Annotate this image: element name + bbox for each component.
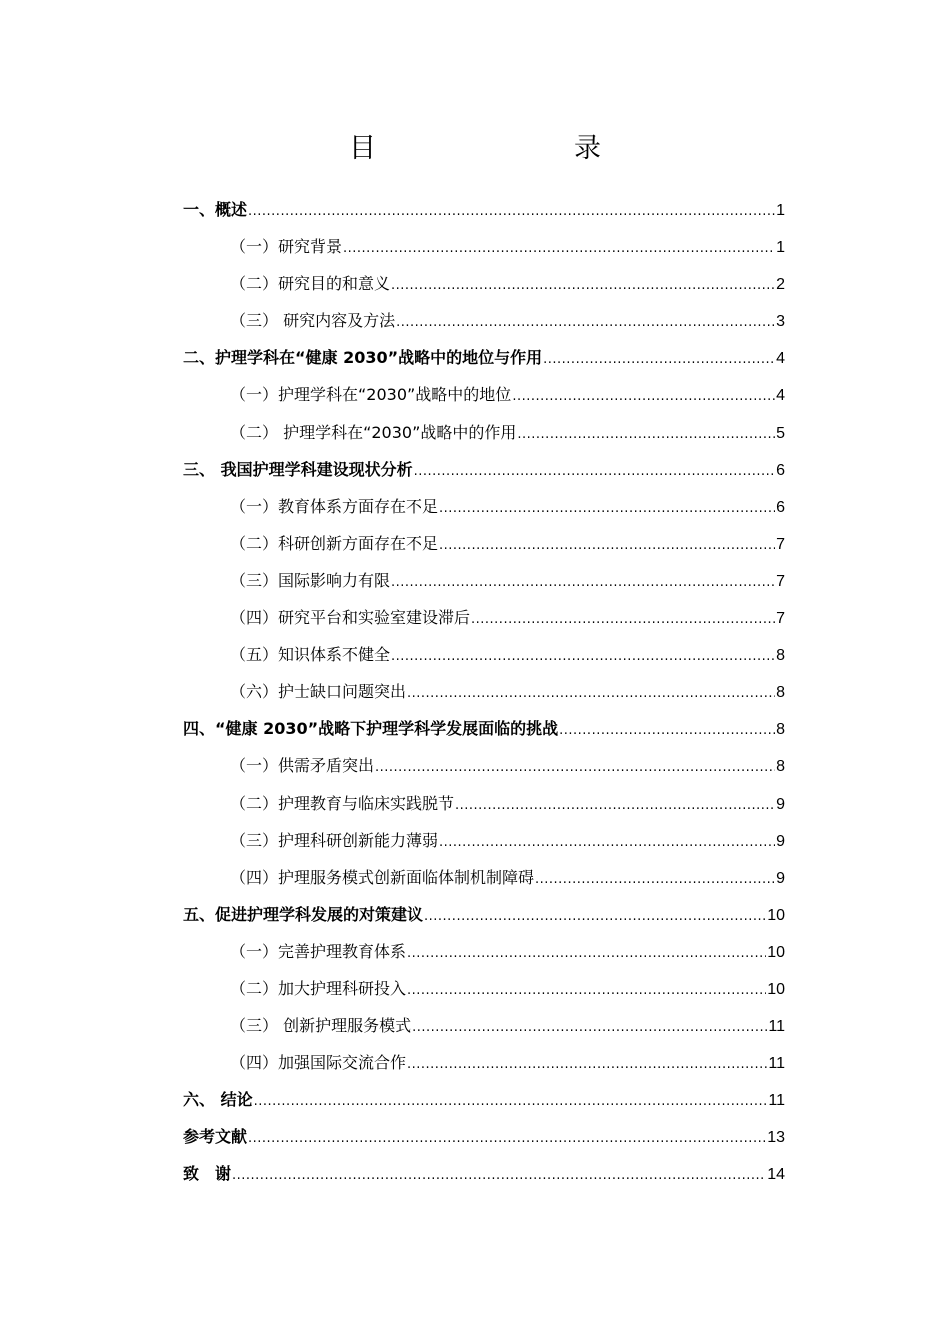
toc-section-entry[interactable] [183, 970, 785, 1007]
toc-entry-label: （四）加强国际交流合作 [230, 1053, 407, 1073]
toc-section-entry[interactable] [183, 562, 785, 599]
toc-page-number: 9 [776, 869, 785, 887]
toc-section-entry[interactable] [183, 414, 785, 451]
toc-dot-leader [248, 193, 775, 230]
toc-page-number: 1 [776, 202, 785, 219]
toc-page-number: 2 [776, 276, 785, 294]
toc-section-entry[interactable] [183, 673, 785, 710]
toc-dot-leader [407, 935, 766, 972]
toc-chapter-entry[interactable] [183, 1155, 785, 1192]
toc-entry-label: （一）教育体系方面存在不足 [230, 496, 439, 516]
toc-page-number: 6 [776, 498, 785, 516]
toc-dot-leader [471, 601, 775, 638]
toc-dot-leader [512, 378, 775, 415]
toc-dot-leader [343, 230, 775, 267]
toc-entry-label: 致 谢 [183, 1164, 232, 1184]
toc-dot-leader [455, 787, 775, 824]
toc-dot-leader [517, 416, 775, 453]
toc-entry-label: （三） 创新护理服务模式 [230, 1016, 412, 1036]
toc-dot-leader [407, 1046, 767, 1083]
toc-page-number: 1 [776, 239, 785, 257]
toc-dot-leader [396, 304, 775, 341]
toc-page-number: 8 [776, 758, 785, 776]
toc-dot-leader [559, 712, 775, 749]
toc-entry-label: 三、 我国护理学科建设现状分析 [183, 459, 413, 479]
toc-section-entry[interactable] [183, 747, 785, 784]
toc-page-number: 11 [768, 1055, 785, 1073]
toc-dot-leader [439, 527, 775, 564]
toc-page-number: 8 [776, 721, 785, 739]
toc-dot-leader [391, 267, 775, 304]
toc-entry-label: （一）研究背景 [230, 237, 343, 257]
toc-entry-label: （二）科研创新方面存在不足 [230, 533, 439, 553]
toc-section-entry[interactable] [183, 933, 785, 970]
toc-page-number: 11 [768, 1018, 785, 1036]
toc-section-entry[interactable] [183, 488, 785, 525]
toc-entry-label: （二）护理教育与临床实践脱节 [230, 793, 455, 813]
toc-chapter-entry[interactable] [183, 896, 785, 933]
toc-dot-leader [232, 1157, 766, 1194]
toc-section-entry[interactable] [183, 785, 785, 822]
toc-page-number: 5 [776, 424, 785, 442]
toc-entry-label: （二）研究目的和意义 [230, 274, 391, 294]
toc-section-entry[interactable] [183, 822, 785, 859]
toc-entry-label: （一）供需矛盾突出 [230, 756, 375, 776]
toc-page-number: 14 [767, 1166, 785, 1184]
toc-section-entry[interactable] [183, 228, 785, 265]
toc-entry-label: （三）护理科研创新能力薄弱 [230, 830, 439, 850]
toc-dot-leader [391, 564, 775, 601]
toc-dot-leader [439, 490, 775, 527]
toc-dot-leader [407, 972, 766, 1009]
toc-entry-label: 参考文献 [183, 1127, 248, 1147]
toc-chapter-entry[interactable] [183, 339, 785, 376]
toc-section-entry[interactable] [183, 599, 785, 636]
toc-chapter-entry[interactable] [183, 710, 785, 747]
toc-entry-label: （一）护理学科在“2030”战略中的地位 [230, 385, 512, 405]
toc-section-entry[interactable] [183, 636, 785, 673]
toc-entry-label: 二、护理学科在“健康 2030”战略中的地位与作用 [183, 348, 543, 368]
toc-page-number: 7 [776, 610, 785, 628]
toc-chapter-entry[interactable] [183, 1081, 785, 1118]
toc-page-number: 10 [767, 943, 785, 961]
toc-entry-label: （一）完善护理教育体系 [230, 941, 407, 961]
toc-section-entry[interactable] [183, 376, 785, 413]
toc-dot-leader [439, 824, 775, 861]
toc-entry-label: （五）知识体系不健全 [230, 645, 391, 665]
toc-entry-label: （三） 研究内容及方法 [230, 311, 396, 331]
toc-section-entry[interactable] [183, 265, 785, 302]
toc-page-number: 10 [767, 980, 785, 998]
toc-chapter-entry[interactable] [183, 1118, 785, 1155]
toc-entry-label: （三）国际影响力有限 [230, 570, 391, 590]
toc-dot-leader [375, 749, 775, 786]
toc-section-entry[interactable] [183, 1007, 785, 1044]
toc-page-number: 7 [776, 535, 785, 553]
toc-section-entry[interactable] [183, 525, 785, 562]
toc-chapter-entry[interactable] [183, 191, 785, 228]
toc-dot-leader [414, 453, 776, 490]
toc-entry-label: 六、 结论 [183, 1090, 253, 1110]
toc-page-number: 8 [776, 684, 785, 702]
toc-page-number: 10 [767, 906, 785, 924]
toc-dot-leader [391, 638, 775, 675]
toc-page-number: 13 [767, 1129, 785, 1147]
toc-section-entry[interactable] [183, 859, 785, 896]
toc-section-entry[interactable] [183, 1044, 785, 1081]
toc-entry-label: 一、概述 [183, 200, 248, 219]
toc-entry-label: （四）研究平台和实验室建设滞后 [230, 608, 471, 628]
toc-chapter-entry[interactable] [183, 451, 785, 488]
toc-page-number: 4 [776, 387, 785, 405]
toc-page-number: 8 [776, 647, 785, 665]
toc-dot-leader [412, 1009, 767, 1046]
toc-entry-label: （二） 护理学科在“2030”战略中的作用 [230, 422, 517, 442]
toc-dot-leader [248, 1120, 766, 1157]
toc-page-number: 7 [776, 572, 785, 590]
toc-page-number: 9 [776, 832, 785, 850]
toc-dot-leader [535, 861, 775, 898]
toc-dot-leader [424, 898, 766, 935]
toc-entry-label: 四、“健康 2030”战略下护理学科学发展面临的挑战 [183, 719, 559, 739]
toc-page-number: 3 [776, 313, 785, 331]
toc-entry-label: （四）护理服务模式创新面临体制机制障碍 [230, 867, 535, 887]
toc-page-number: 6 [776, 461, 785, 479]
toc-dot-leader [407, 675, 775, 712]
toc-dot-leader [254, 1083, 768, 1120]
toc-page-number: 4 [776, 350, 785, 368]
toc-entry-label: （六）护士缺口问题突出 [230, 682, 407, 702]
toc-title: 目 录 [349, 133, 649, 164]
toc-page-number: 9 [776, 795, 785, 813]
toc-page-number: 11 [768, 1092, 785, 1110]
toc-entry-label: （二）加大护理科研投入 [230, 978, 407, 998]
toc-section-entry[interactable] [183, 302, 785, 339]
toc-entry-label: 五、促进护理学科发展的对策建议 [183, 904, 424, 924]
toc-dot-leader [543, 341, 775, 378]
table-of-contents [183, 191, 785, 1193]
